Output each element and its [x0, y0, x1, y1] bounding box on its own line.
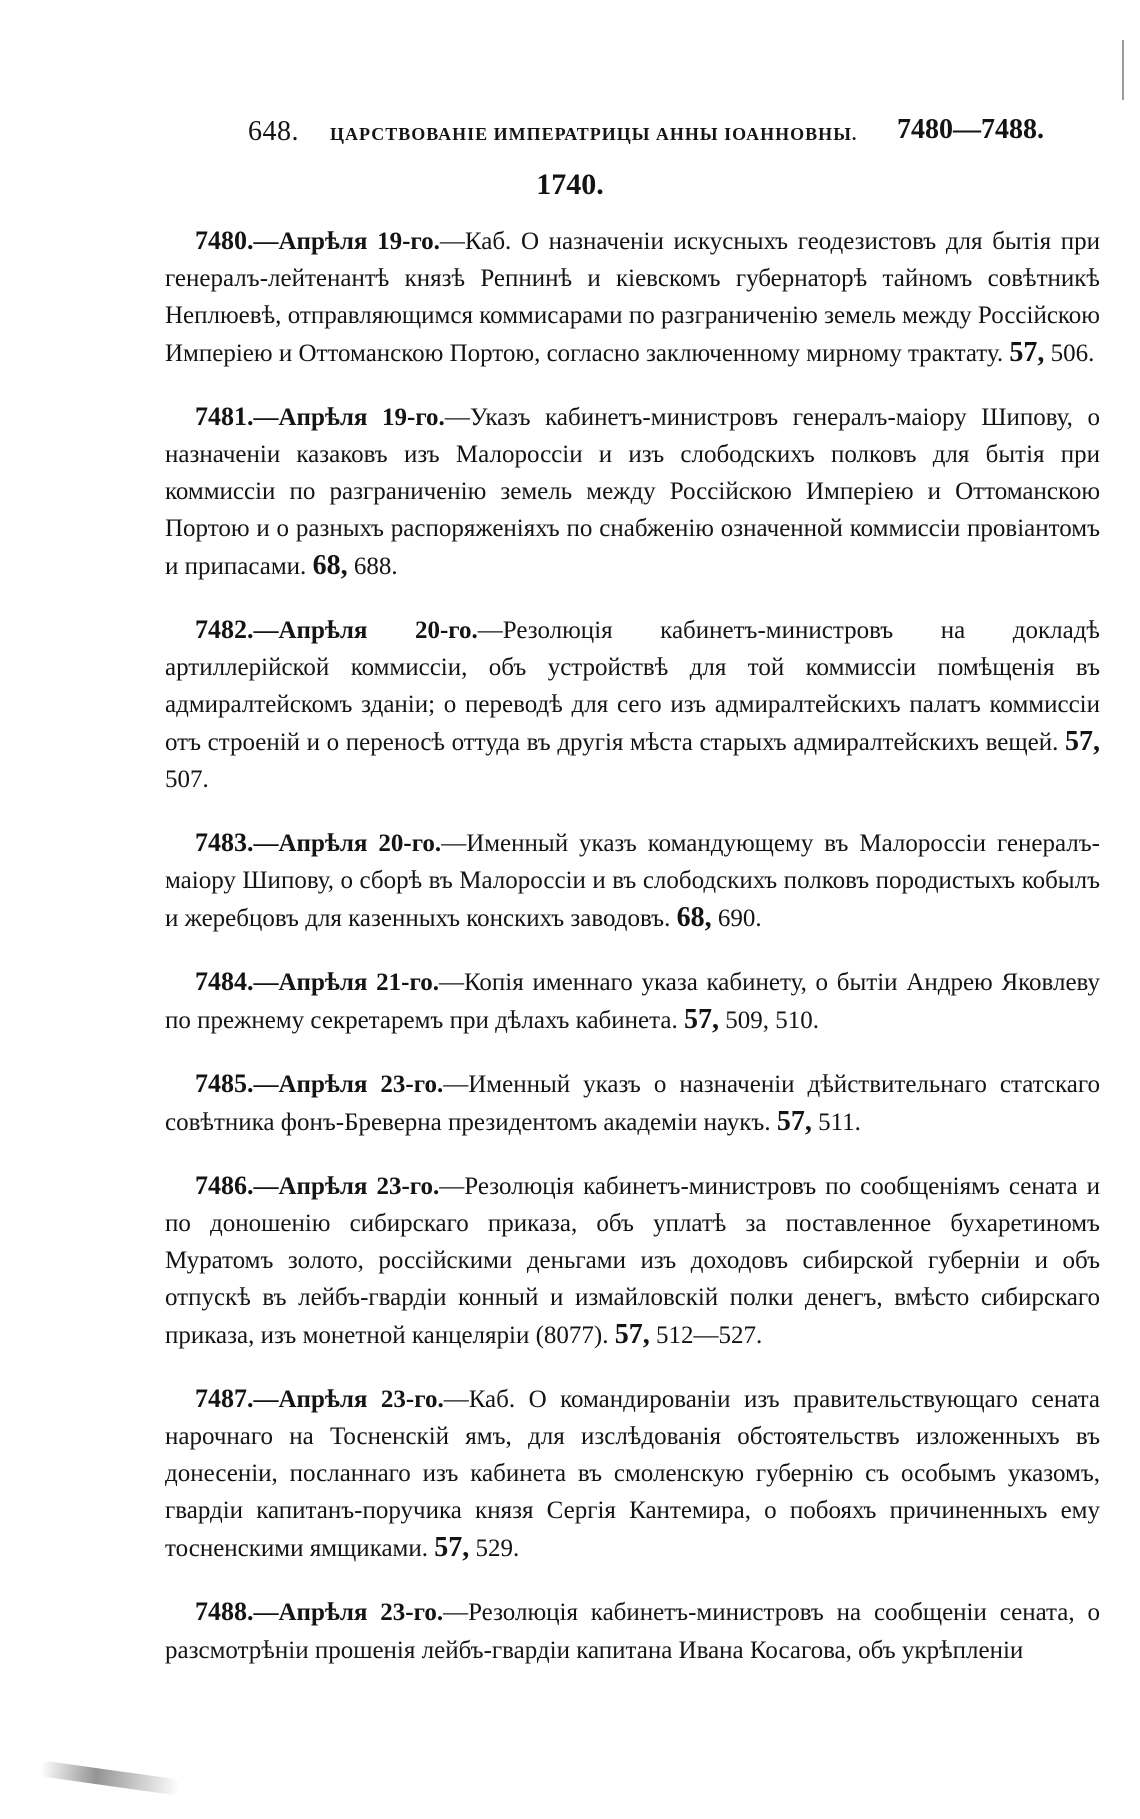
entry-text: —Именный указъ командующему въ Малороссіи генералъ-маіору Шипову, о сборѣ въ Малороссіи и въ слободскихъ полковъ породистыхъ кобылъ и жеребцовъ для казенныхъ конскихъ заводовъ.	[165, 830, 1100, 932]
entry-volume: 57,	[614, 1319, 650, 1350]
entry-pages: 512—527.	[649, 1322, 763, 1349]
entry-text: —Резолюція кабинетъ-министровъ на сообщеніи сената, о разсмотрѣніи прошенія лейбъ-гвардіи капитана Ивана Косагова, объ укрѣпленіи	[165, 1599, 1100, 1664]
running-header	[230, 112, 1050, 152]
entry-volume: 68,	[676, 902, 712, 933]
year-heading: 1740.	[536, 168, 604, 201]
entry-pages: 506.	[1044, 340, 1095, 367]
entry-pages: 507.	[165, 766, 209, 793]
entry-7484	[165, 963, 1100, 1039]
entry-date: —Апрѣля 19-го.	[253, 228, 440, 255]
entry-7487	[165, 1380, 1100, 1567]
entry-volume: 68,	[312, 550, 348, 581]
entry-text: —Каб. О командированіи изъ правительствующаго сената нарочнаго на Тосненскій ямъ, для изслѣдованія обстоятельствъ изложенныхъ въ донесеніи, посланнаго изъ кабинета въ смоленскую губернію съ особымъ указомъ, гвардіи капитанъ-поручика князя Сергія Кантемира, о побояхъ причиненныхъ ему тосненскими ямщиками.	[165, 1386, 1100, 1562]
entry-7486	[165, 1167, 1100, 1354]
entry-number: 7485.	[195, 1069, 254, 1098]
entry-pages: 529.	[469, 1535, 520, 1562]
entry-7482	[165, 611, 1100, 798]
entry-number: 7481.	[195, 402, 254, 431]
scan-smudge	[40, 1760, 181, 1795]
entry-text: —Каб. О назначеніи искусныхъ геодезистовъ для бытія при генералъ-лейтенантѣ князѣ Репнинѣ и кіевскомъ губернаторѣ тайномъ совѣтникѣ Неплюевѣ, отправляющимся коммисарами по разграниченію земель между Россійскою Имперіею и Оттоманскою Портою, согласно заключенному мирному трактату.	[165, 228, 1100, 367]
page-number: 648.	[248, 116, 299, 147]
entry-number: 7488.	[195, 1597, 254, 1626]
entry-pages: 509, 510.	[718, 1007, 819, 1034]
entry-pages: 690.	[711, 905, 762, 932]
running-title: ЦАРСТВОВАНІЕ ИМПЕРАТРИЦЫ АННЫ ІОАННОВНЫ.	[330, 124, 858, 144]
entry-date: —Апрѣля 23-го.	[253, 1599, 444, 1626]
entry-number: 7484.	[195, 967, 254, 996]
entry-date: —Апрѣля 23-го.	[253, 1386, 444, 1413]
entries-list	[165, 222, 1100, 1669]
entry-number: 7486.	[195, 1171, 254, 1200]
entry-7488	[165, 1593, 1100, 1669]
entry-volume: 57,	[1009, 337, 1045, 368]
entry-volume: 57,	[683, 1004, 719, 1035]
entry-text: —Копія именнаго указа кабинету, о бытіи Андрею Яковлеву по прежнему секретаремъ при дѣлахъ кабинета.	[165, 969, 1100, 1034]
entry-text: —Резолюція кабинетъ-министровъ по сообщеніямъ сената и по доношенію сибирскаго приказа, объ уплатѣ за поставленное бухаретиномъ Муратомъ золото, россійскими деньгами изъ доходовъ сибирской губерніи и объ отпускѣ въ лейбъ-гвардіи конный и измайловскій полки денегъ, вмѣсто сибирскаго приказа, изъ монетной канцеляріи (8077).	[165, 1173, 1100, 1349]
entry-7480	[165, 222, 1100, 372]
entry-7481	[165, 398, 1100, 585]
entry-pages: 511.	[811, 1109, 861, 1136]
entry-text: —Именный указъ о назначеніи дѣйствительнаго статскаго совѣтника фонъ-Бреверна президентомъ академіи наукъ.	[165, 1071, 1100, 1136]
entry-volume: 57,	[776, 1106, 812, 1137]
entry-date: —Апрѣля 20-го.	[253, 830, 442, 857]
entry-text: —Резолюція кабинетъ-министровъ на докладѣ артиллерійской коммиссіи, объ устройствѣ для той коммиссіи помѣщенія въ адмиралтейскомъ зданіи; о переводѣ для сего изъ адмиралтейскихъ палатъ коммиссіи отъ строеній и о переносѣ оттуда въ другія мѣста старыхъ адмиралтейскихъ вещей.	[165, 617, 1100, 756]
entry-date: —Апрѣля 20-го.	[253, 617, 478, 644]
entry-volume: 57,	[434, 1532, 470, 1563]
entry-text: —Указъ кабинетъ-министровъ генералъ-маіору Шипову, о назначеніи казаковъ изъ Малороссіи и изъ слободскихъ полковъ для бытія при коммиссіи по разграниченію земель между Россійскою Имперіею и Оттоманскою Портою и о разныхъ распоряженіяхъ по снабженію означенной коммиссіи провіантомъ и припасами.	[165, 404, 1100, 580]
entry-number: 7480.	[195, 226, 254, 255]
entry-date: —Апрѣля 21-го.	[253, 969, 439, 996]
entry-range: 7480—7488.	[897, 114, 1044, 145]
entry-number: 7483.	[195, 828, 254, 857]
entry-7485	[165, 1065, 1100, 1141]
page-edge-mark	[1122, 40, 1124, 100]
entry-number: 7487.	[195, 1384, 254, 1413]
entry-7483	[165, 824, 1100, 937]
entry-date: —Апрѣля 23-го.	[253, 1173, 440, 1200]
entry-date: —Апрѣля 19-го.	[253, 404, 445, 431]
entry-date: —Апрѣля 23-го.	[253, 1071, 444, 1098]
entry-pages: 688.	[347, 553, 398, 580]
entry-number: 7482.	[195, 615, 254, 644]
entry-volume: 57,	[1065, 726, 1100, 757]
